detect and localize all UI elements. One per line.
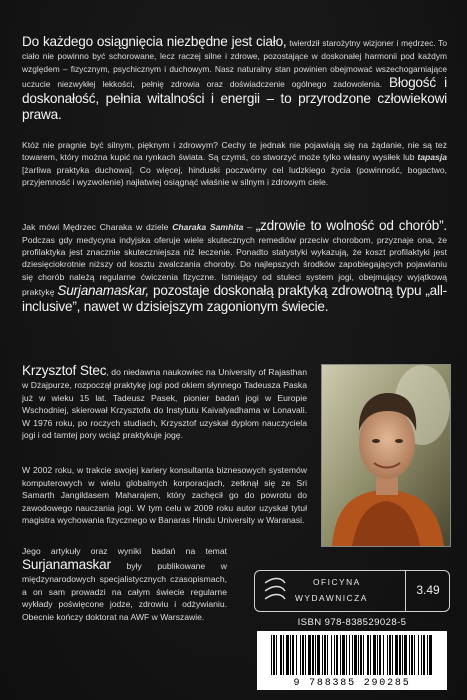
lead-heading: Do każdego osiągnięcia niezbędne jest ciało,: [22, 34, 287, 49]
tapasja-term: tapasja: [417, 152, 447, 163]
career-paragraph: [22, 464, 307, 527]
publisher-name-line2: WYDAWNICZA: [295, 593, 368, 603]
barcode-digits: 9 788385 290285: [293, 678, 411, 689]
author-photo: [321, 364, 451, 547]
publisher-logo: [255, 571, 406, 611]
publications-intro: Jego artykuły oraz wyniki badań na temat: [22, 546, 227, 556]
intro-emphasis: Błogość i doskonałość, pełnia witalności i energii – to przyrodzone człowiekowi prawa.: [22, 75, 447, 123]
second-paragraph: [22, 139, 447, 189]
intro-paragraph: [22, 34, 447, 123]
third-body: Podczas gdy medycyna indyjska oferuje wiele skutecznych remediów przeciw chorobom, przyznaje ona, że profilaktyka jest znacznie skuteczniejsza niż leczenie. Ponadto statystyki wykazują, że koszt profilaktyki jest dziesięciokrotnie niższy od kosztu zwalczania choroby. Do najlepszych środków zapobiegających pojawianiu się chorób należą regularne ćwiczenia fizyczne. Istniejący od stuleci system jogi, obejmujący wyjątkową praktykę: [22, 235, 447, 297]
third-intro: Jak mówi Mędrzec Charaka w dziele: [22, 222, 173, 232]
third-paragraph: [22, 218, 447, 315]
isbn-label: ISBN 978-838529028-5: [297, 617, 407, 628]
career-body: W 2002 roku, w trakcie swojej kariery konsultanta biznesowych systemów komputerowych w wielu globalnych korporacjach, zetknął się ze Sri Samarth Jangildasem Maharajem, który zachęcił go do powrotu do zawodowego nauczania jogi. W tym celu w 2009 roku autor uzyskał tytuł magistra wychowania fizycznego w Banaras Hindu University w Waranasi.: [22, 465, 307, 526]
price-code: 3.49: [416, 583, 440, 597]
author-bio-body: , do niedawna naukowiec na University of Rajasthan w Dżajpurze, rozpoczął praktykę jogi pod okiem słynnego Tadeusza Paska już w wieku 15 lat. Tadeusz Pasek, pionier badań jogi w Europie Wschodniej, skierował Krzysztofa do Instytutu Kaivalyadhama w Lonavali. W 1976 roku, po roczych studiach, Krzysztof uzyskał dyplom nauczyciela jogi i od tamtej pory wciąż praktykuje jogę.: [22, 367, 307, 441]
second-body-b: [żarliwa praktyka duchowa]. Co więcej, hinduski poczwórny cel ludzkiego życia (powinność, bogactwo, przyjemność i wyzwolenie) najłatwiej osiągnąć właśnie w silnym i zdrowym ciele.: [22, 164, 447, 188]
book-title: Charaka Samhita: [172, 222, 244, 232]
author-name: Krzysztof Stec: [22, 363, 107, 378]
barcode: [257, 631, 447, 690]
publications-body: były publikowane w międzynarodowych specjalistycznych czasopismach, a on sam prowadzi na całym świecie regularne wykłady poświęcone jodze, zdrowiu i odżywianiu. Obecnie kończy doktorat na AWF w Warszawie.: [22, 561, 227, 622]
surjanamaskar-term-2: Surjanamaskar: [22, 557, 111, 573]
barcode-bars: [269, 635, 435, 675]
second-body-a: Któż nie pragnie być silnym, pięknym i zdrowym? Cechy te jednak nie pojawiają się na żądanie, nie są też towarem, który można kupić na rynkach świata. Są czymś, co stworzyć może tylko własny wysiłek lub: [22, 140, 447, 163]
charaka-quote: „zdrowie to wolność od chorób”.: [255, 218, 447, 233]
publications-paragraph: [22, 545, 227, 623]
publisher-badge: [254, 570, 450, 612]
intro-body: twierdził starożytny wizjoner i mędrzec. To ciało nie powinno być schorowane, lecz raczej silne i zdrowe, pozostające w doskonałej harmonii pod każdym względem – fizycznym, psychicznym i duchowym. Nasz naturalny stan powinien obejmować wszechogarniające uczucie niezwykłej lekkości, pełnię zdrowia oraz doświadczenie ogólnego zadowolenia.: [22, 38, 448, 90]
surjanamaskar-term: Surjanamaskar,: [57, 282, 149, 298]
publisher-name-line1: OFICYNA: [313, 577, 361, 587]
third-dash: –: [243, 222, 256, 232]
third-emphasis: pozostaje doskonałą praktyką zdrowotną typu „all-inclusive”, nawet w dzisiejszym zagonionym świecie.: [22, 282, 447, 314]
author-bio-paragraph: [22, 363, 307, 442]
